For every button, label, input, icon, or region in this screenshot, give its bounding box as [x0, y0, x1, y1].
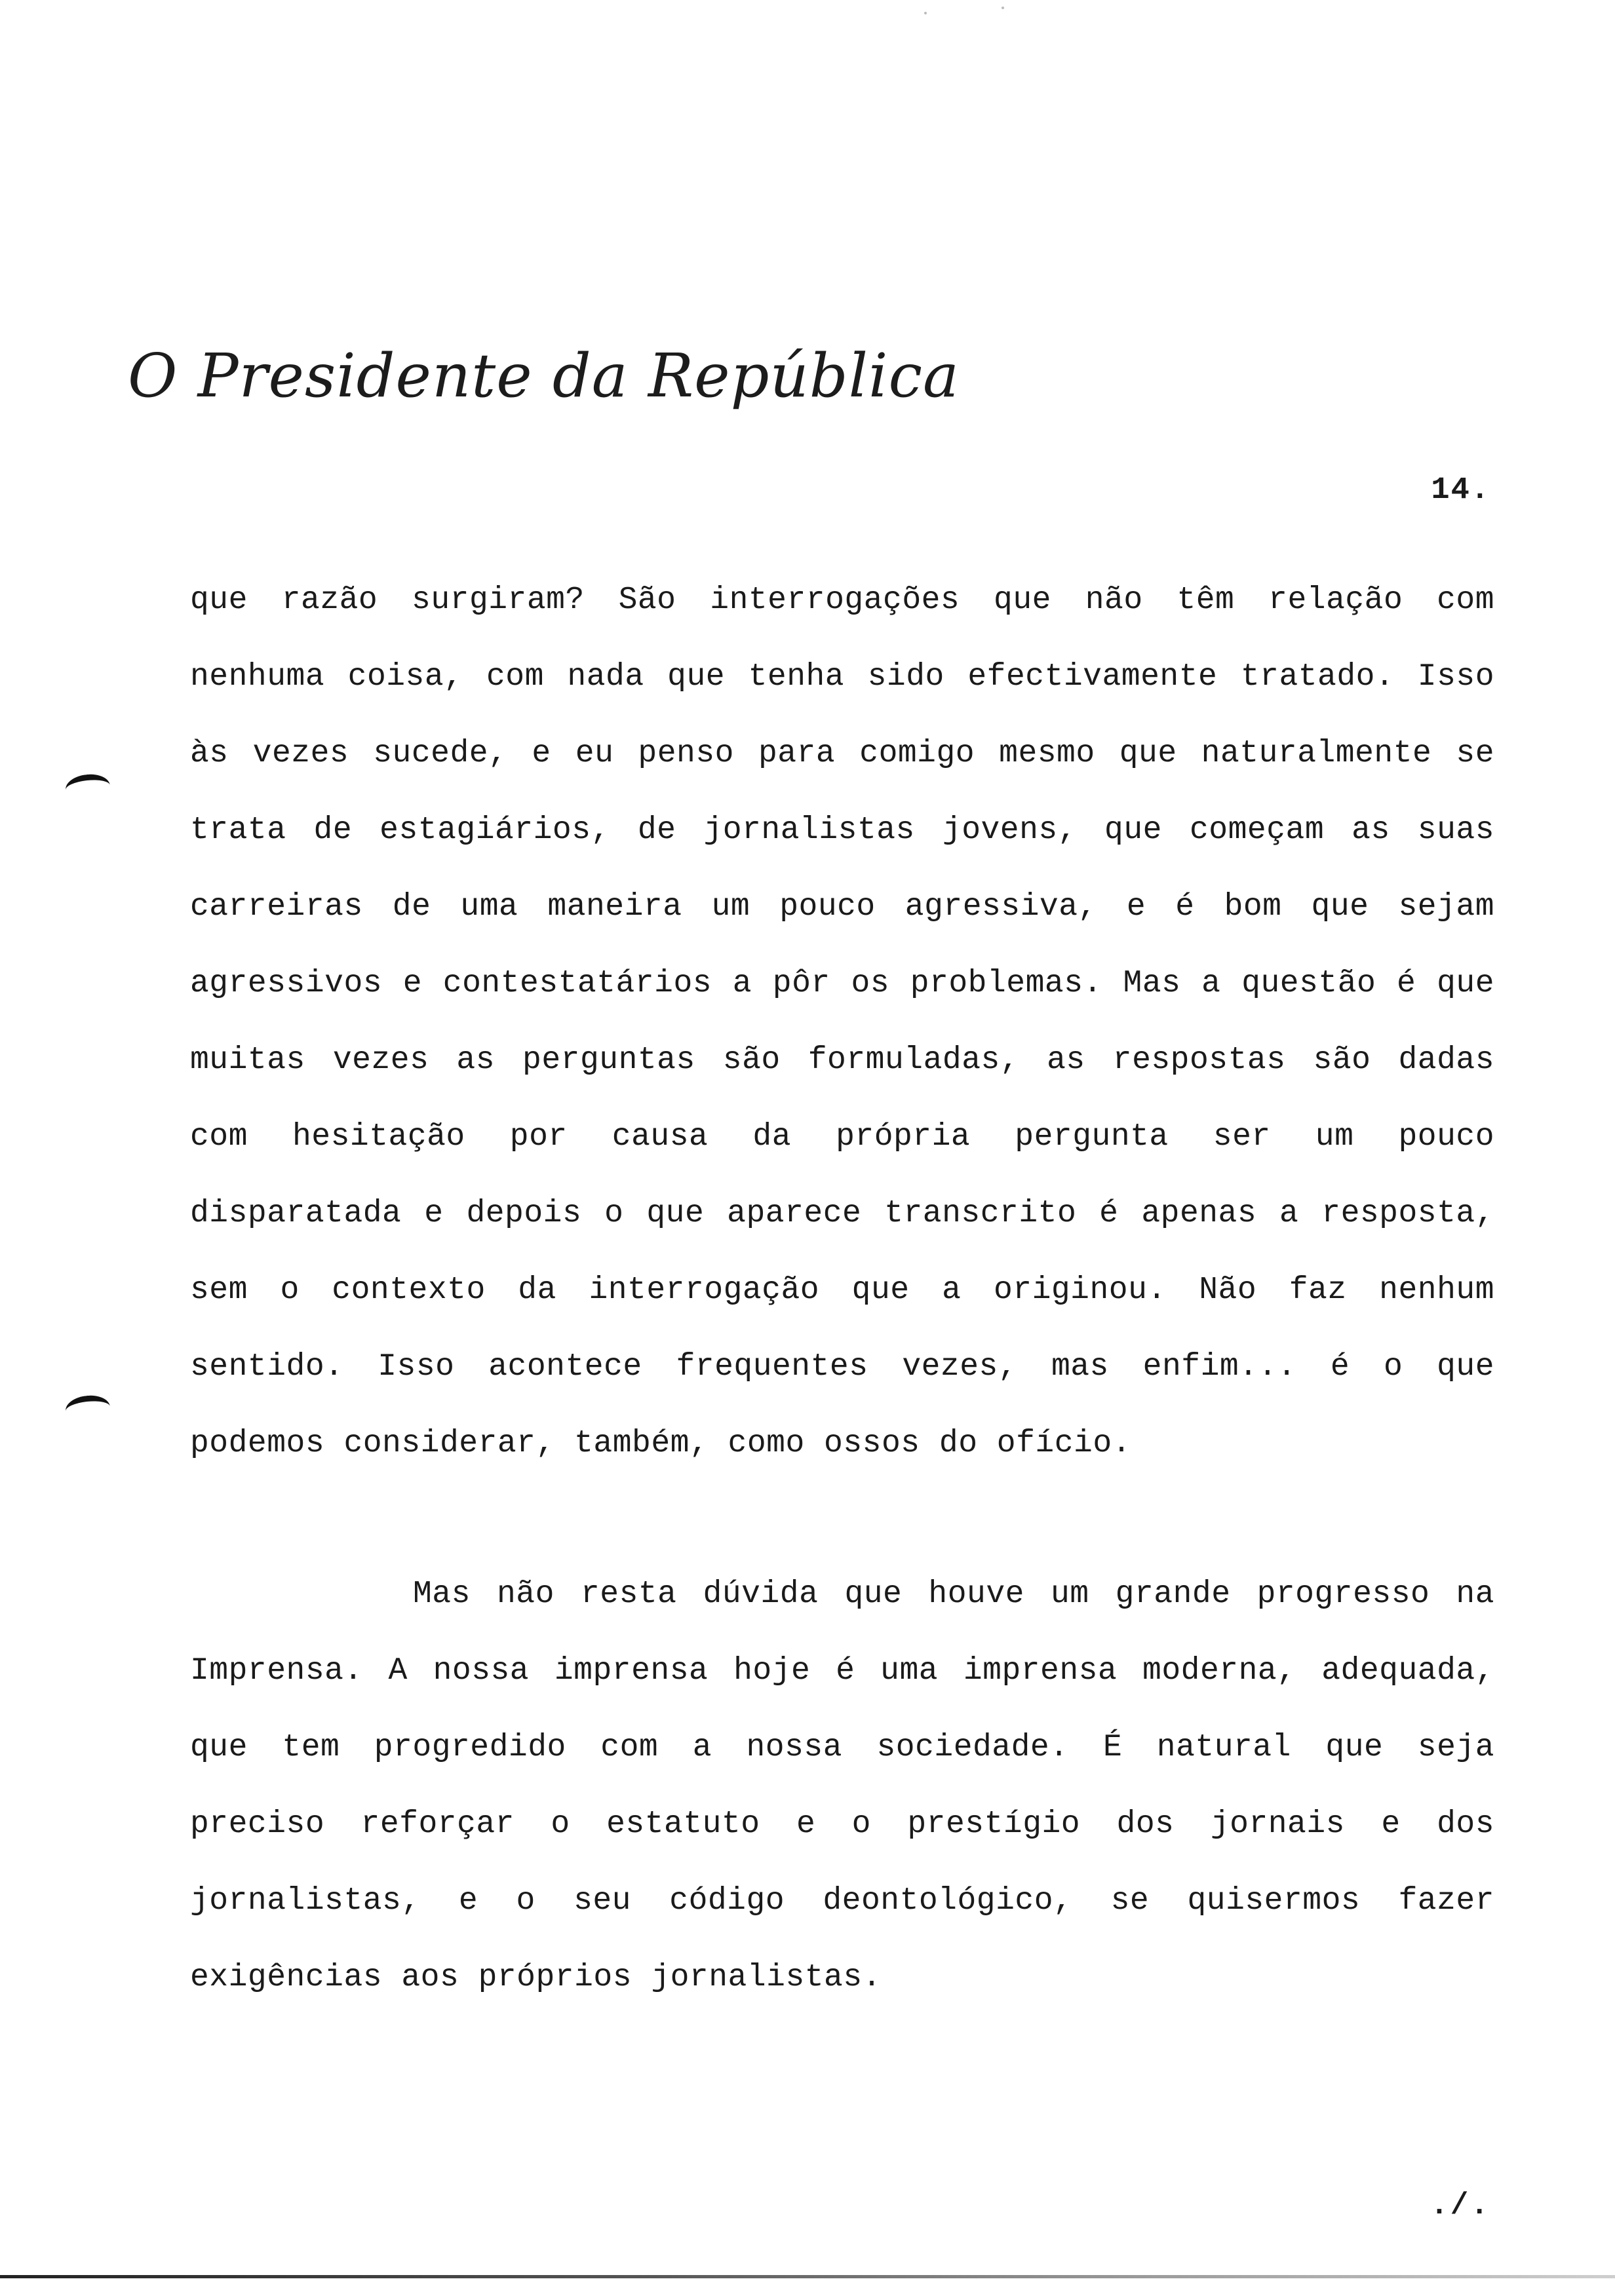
page-bottom-edge	[0, 2275, 1615, 2278]
binder-punch-mark	[64, 1394, 111, 1425]
page-number: 14.	[1431, 473, 1490, 508]
continuation-mark: ./.	[1430, 2189, 1490, 2223]
letterhead-title: O Presidente da República	[128, 341, 960, 411]
paragraph-1: que razão surgiram? São interrogações que não têm relação com nenhuma coisa, com nada que tenha sido efectivamente tratado. Isso às vezes sucede, e eu penso para comigo mesmo que naturalmente se trata de estagiários, de jornalistas jovens, que começam as suas carreiras de uma maneira um pouco agressiva, e é bom que sejam agressivos e contestatários a pôr os problemas. Mas a questão é que muitas vezes as perguntas são formuladas, as respostas são dadas com hesitação por causa da própria pergunta ser um pouco disparatada e depois o que aparece transcrito é apenas a resposta, sem o contexto da interrogação que a originou. Não faz nenhum sentido. Isso acontece frequentes vezes, mas enfim... é o que podemos considerar, também, como ossos do ofício.	[190, 583, 1494, 1461]
paragraph-2: Mas não resta dúvida que houve um grande progresso na Imprensa. A nossa imprensa hoje é uma imprensa moderna, adequada, que tem progredido com a nossa sociedade. É natural que seja preciso reforçar o estatuto e o prestígio dos jornais e dos jornalistas, e o seu código deontológico, se quisermos fazer exigências aos próprios jornalistas.	[190, 1577, 1494, 1995]
scan-speck	[1002, 7, 1004, 9]
binder-punch-mark	[64, 773, 111, 803]
scan-speck	[924, 12, 927, 14]
